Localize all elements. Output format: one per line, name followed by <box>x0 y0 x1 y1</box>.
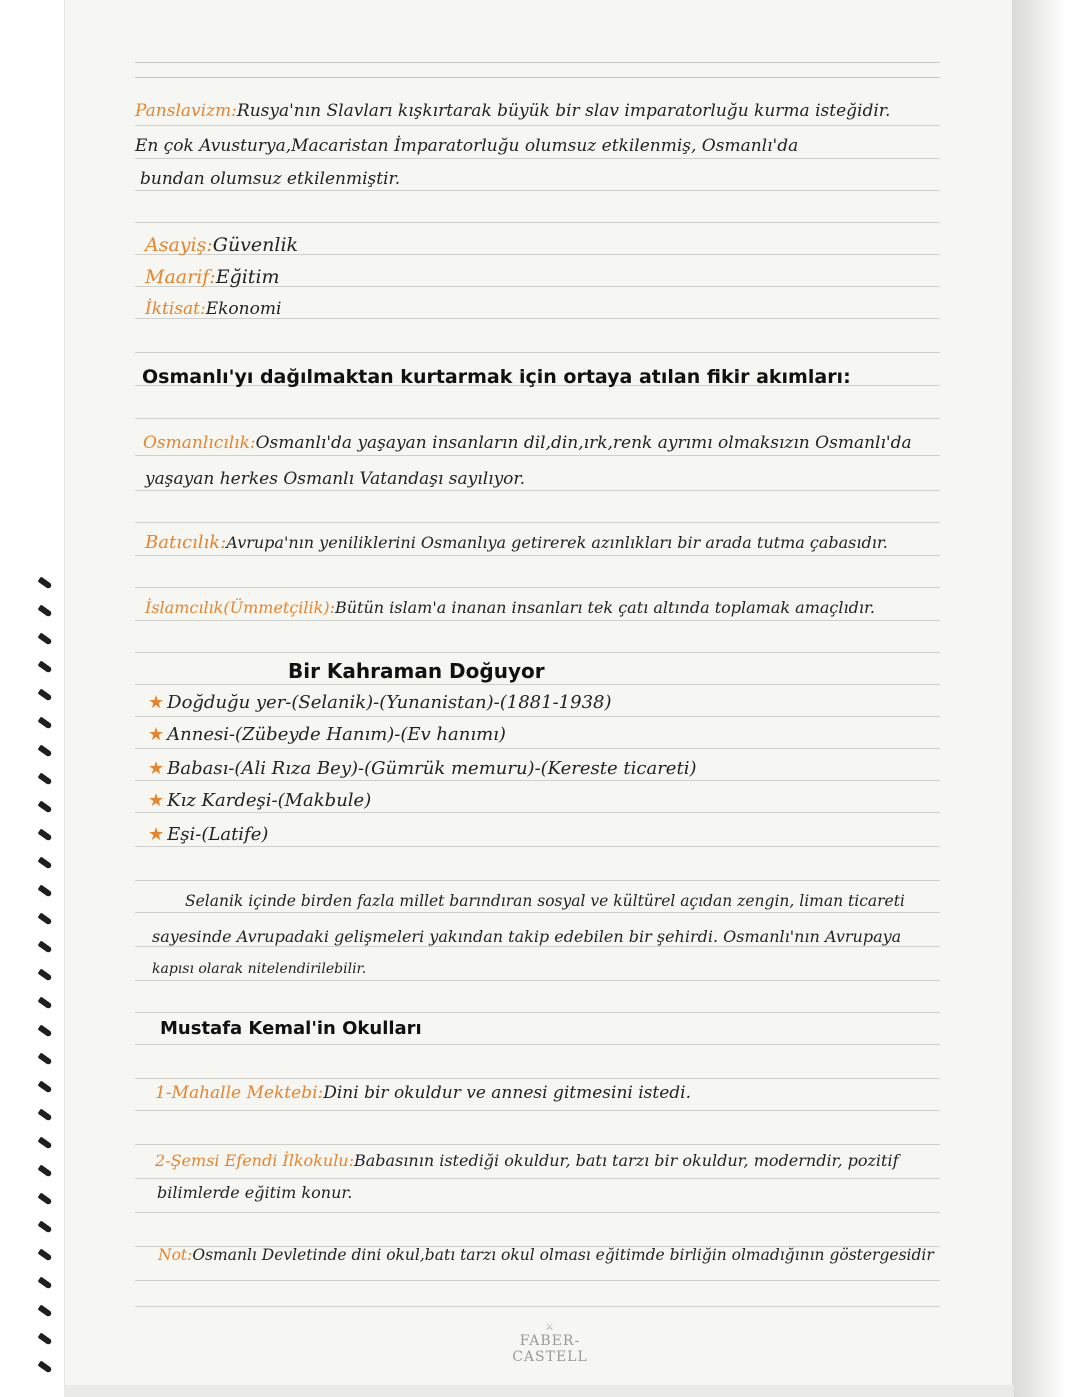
current-line: yaşayan herkes Osmanlı Vatandaşı sayılıyor. <box>145 469 526 489</box>
school-item: 2-Şemsi Efendi İlkokulu:Babasının istediği okuldur, batı tarzı bir okuldur, moderndir, pozitif <box>155 1151 899 1170</box>
page-edge-shadow <box>1012 0 1080 1397</box>
school-line: bilimlerde eğitim konur. <box>157 1183 353 1202</box>
star-icon: ★ <box>148 692 165 713</box>
hero-fact: ★ Babası-(Ali Rıza Bey)-(Gümrük memuru)-(Kereste ticareti) <box>148 758 697 779</box>
definition-maarif: Maarif:Eğitim <box>145 266 280 288</box>
paragraph-line: kapısı olarak nitelendirilebilir. <box>152 961 367 977</box>
definition-asayis: Asayiş:Güvenlik <box>145 234 299 256</box>
current-osmanlicilik: Osmanlıcılık:Osmanlı'da yaşayan insanların dil,din,ırk,renk ayrımı olmaksızın Osmanlı'da <box>143 433 912 453</box>
star-icon: ★ <box>148 790 165 811</box>
hero-fact: ★ Annesi-(Zübeyde Hanım)-(Ev hanımı) <box>148 724 506 745</box>
paragraph-line: Selanik içinde birden fazla millet barındıran sosyal ve kültürel açıdan zengin, liman ticareti <box>185 892 905 910</box>
definition-line: En çok Avusturya,Macaristan İmparatorluğu olumsuz etkilenmiş, Osmanlı'da <box>135 136 799 156</box>
definition-text: Rusya'nın Slavları kışkırtarak büyük bir slav imparatorluğu kurma isteğidir. <box>236 101 891 121</box>
header-rule <box>135 62 940 78</box>
star-icon: ★ <box>148 758 165 779</box>
page-bottom-edge <box>64 1385 1014 1397</box>
section-heading-currents: Osmanlı'yı dağılmaktan kurtarmak için ortaya atılan fikir akımları: <box>142 366 851 388</box>
current-baticilik: Batıcılık:Avrupa'nın yeniliklerini Osmanlıya getirerek azınlıkları bir arada tutma çabasıdır. <box>145 532 888 553</box>
definition-term: Panslavizm: <box>135 101 237 121</box>
definition-line: bundan olumsuz etkilenmiştir. <box>140 169 401 189</box>
school-item: 1-Mahalle Mektebi:Dini bir okuldur ve annesi gitmesini istedi. <box>155 1083 692 1103</box>
definition-iktisat: İktisat:Ekonomi <box>145 299 282 319</box>
hero-fact: ★ Eşi-(Latife) <box>148 824 269 845</box>
hero-fact: ★ Kız Kardeşi-(Makbule) <box>148 790 372 811</box>
knights-logo-icon: ⚔ <box>545 1322 555 1333</box>
star-icon: ★ <box>148 724 165 745</box>
spiral-binding <box>28 560 68 1380</box>
note: Not:Osmanlı Devletinde dini okul,batı tarzı okul olması eğitimde birliğin olmadığının göstergesidir <box>158 1246 934 1264</box>
definition-panslavizm <box>135 100 890 122</box>
hero-fact: ★ Doğduğu yer-(Selanik)-(Yunanistan)-(1881-1938) <box>148 692 612 713</box>
section-heading-schools: Mustafa Kemal'in Okulları <box>160 1018 422 1039</box>
star-icon: ★ <box>148 824 165 845</box>
paragraph-line: sayesinde Avrupadaki gelişmeleri yakından takip edebilen bir şehirdi. Osmanlı'nın Avrupaya <box>152 927 902 946</box>
current-islamcilik: İslamcılık(Ümmetçilik):Bütün islam'a inanan insanları tek çatı altında toplamak amaçlıdır. <box>145 598 875 617</box>
brand-logo: ⚔ FABER-CASTELL <box>490 1322 610 1365</box>
section-heading-hero: Bir Kahraman Doğuyor <box>288 659 545 683</box>
